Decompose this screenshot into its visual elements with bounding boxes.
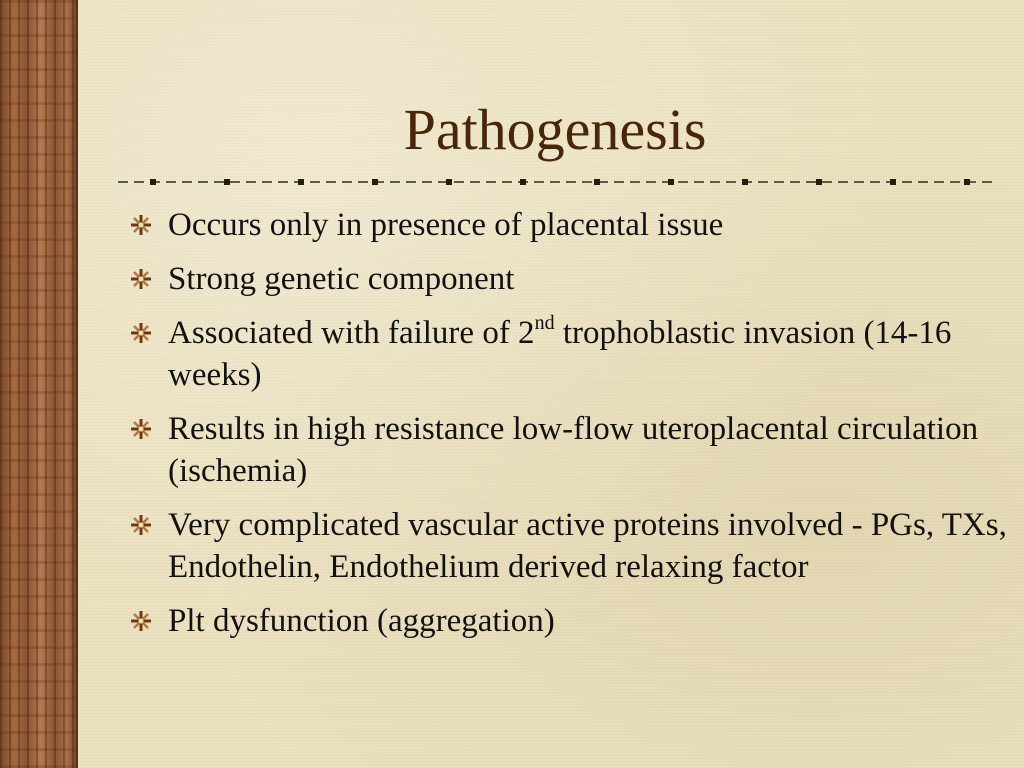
asterisk-sparkle-icon	[130, 514, 152, 536]
bullet-text-end: trophoblastic invasion (14-16 weeks)	[168, 315, 952, 393]
ordinal-superscript: nd	[534, 312, 555, 334]
list-item	[130, 408, 1010, 492]
asterisk-sparkle-icon	[130, 214, 152, 236]
bullet-text-start: Associated with failure of 2	[168, 315, 535, 351]
asterisk-sparkle-icon	[130, 418, 152, 440]
asterisk-sparkle-icon	[130, 322, 152, 344]
bullet-list	[130, 204, 1010, 654]
list-item	[130, 204, 1010, 246]
decorative-side-stripe	[0, 0, 78, 768]
bullet-text: Strong genetic component	[168, 261, 515, 297]
bullet-text: Results in high resistance low-flow uteroplacental circulation (ischemia)	[168, 411, 979, 489]
asterisk-sparkle-icon	[130, 268, 152, 290]
side-stripe-edge	[76, 0, 78, 768]
list-item	[130, 258, 1010, 300]
list-item	[130, 600, 1010, 642]
list-item	[130, 504, 1010, 588]
slide-title: Pathogenesis	[403, 97, 707, 162]
bullet-text: Occurs only in presence of placental issue	[168, 207, 724, 243]
bullet-text: Very complicated vascular active proteins involved - PGs, TXs, Endothelin, Endothelium derived relaxing factor	[168, 507, 1007, 585]
title-divider-line	[118, 177, 994, 187]
list-item	[130, 312, 1010, 396]
asterisk-sparkle-icon	[130, 610, 152, 632]
bullet-text: Plt dysfunction (aggregation)	[168, 603, 555, 639]
